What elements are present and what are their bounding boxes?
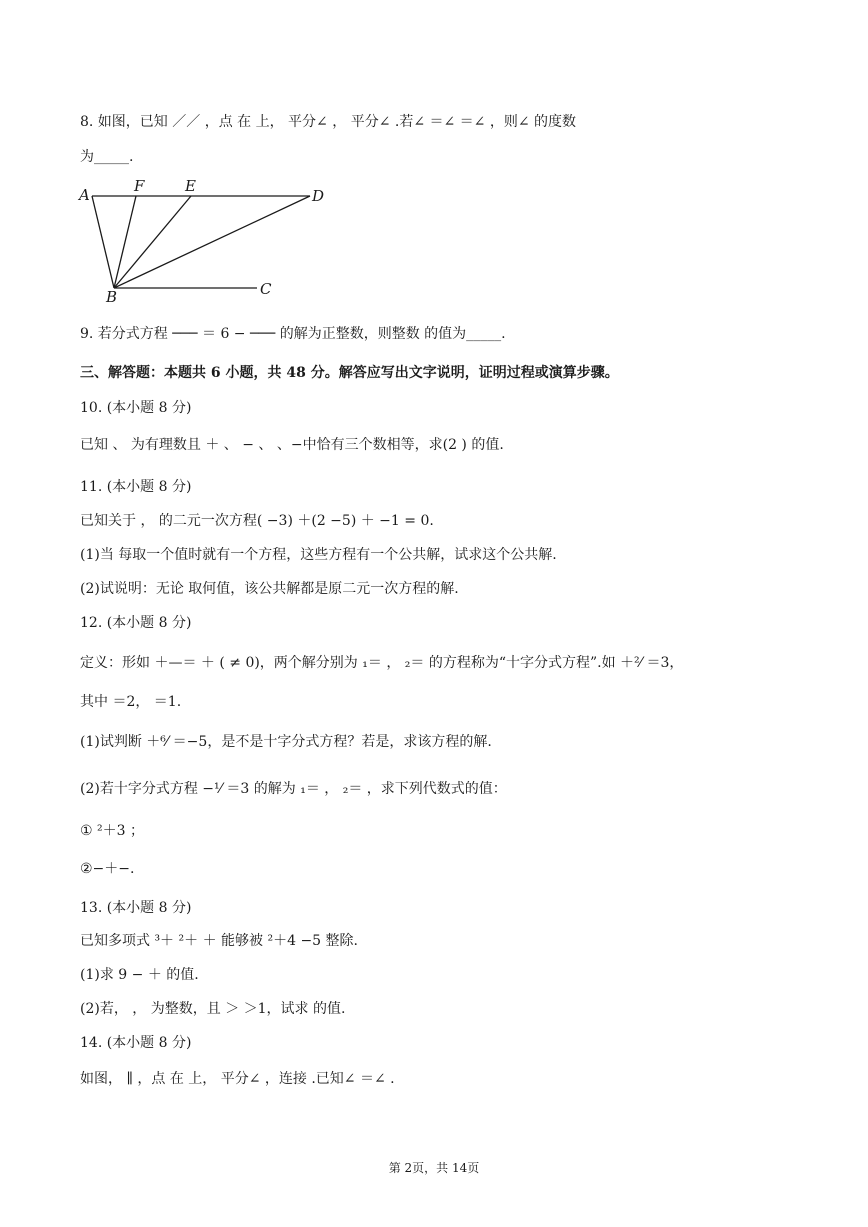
q11-part2: (2)试说明：无论 取何值，该公共解都是原二元一次方程的解. (80, 581, 459, 597)
geometry-figure (74, 176, 334, 302)
q12-sub2: ②−＋−. (80, 861, 135, 877)
section3-title: 三、解答题：本题共 6 小题，共 48 分。解答应写出文字说明，证明过程或演算步骤。 (80, 365, 619, 381)
q13-text: 已知多项式 ³＋ ²＋ ＋ 能够被 ²＋4 −5 整除. (80, 933, 358, 949)
q12-def1: 定义：形如 ＋—＝ ＋ ( ≠ 0)，两个解分别为 ₁＝ ， ₂＝ 的方程称为“十字分式方程”.如 ＋²⁄ ＝3， (80, 655, 684, 671)
q10-header: 10. (本小题 8 分) (80, 400, 192, 416)
q11-header: 11. (本小题 8 分) (80, 479, 192, 495)
label-b: B (106, 288, 118, 302)
q12-sub1: ① ²＋3 ； (80, 823, 144, 839)
q13-part2: (2)若， ， 为整数，且 ＞ ＞1，试求 的值. (80, 1001, 346, 1017)
q9-text: 9. 若分式方程 ─── ＝ 6 − ─── 的解为正整数，则整数 的值为_____. (80, 326, 506, 342)
q11-part1: (1)当 每取一个值时就有一个方程，这些方程有一个公共解，试求这个公共解. (80, 547, 557, 563)
segment-bd (114, 196, 310, 288)
q8-line2: 为_____. (80, 149, 134, 165)
q13-header: 13. (本小题 8 分) (80, 900, 192, 916)
label-c: C (260, 280, 272, 298)
q11-text: 已知关于 ， 的二元一次方程( −3) ＋(2 −5) ＋ −1 = 0. (80, 513, 434, 529)
q10-text: 已知 、 为有理数且 ＋ 、 − 、 、−中恰有三个数相等，求(2 ) 的值. (80, 437, 504, 453)
q8-line1: 8. 如图，已知 ／／ ，点 在 上， 平分∠ ， 平分∠ .若∠ ＝∠ ＝∠ ，则∠ 的度数 (80, 114, 577, 130)
page-footer: 第 2页，共 14页 (388, 1161, 480, 1175)
label-e: E (185, 177, 196, 195)
q14-text: 如图， ∥ ，点 在 上， 平分∠ ，连接 .已知∠ ＝∠ . (80, 1071, 395, 1087)
q13-part1: (1)求 9 − ＋ 的值. (80, 967, 199, 983)
q12-part1: (1)试判断 ＋⁶⁄ ＝−5，是不是十字分式方程？若是，求该方程的解. (80, 734, 492, 750)
label-d: D (312, 187, 325, 205)
q12-def2: 其中 ＝2， ＝1. (80, 694, 182, 710)
label-a: A (79, 186, 90, 204)
q12-part2: (2)若十字分式方程 −¹⁄ ＝3 的解为 ₁＝ ， ₂＝ ，求下列代数式的值： (80, 781, 507, 797)
label-f: F (134, 177, 145, 195)
segment-ab (92, 196, 114, 288)
q14-header: 14. (本小题 8 分) (80, 1035, 192, 1051)
q12-header: 12. (本小题 8 分) (80, 615, 192, 631)
